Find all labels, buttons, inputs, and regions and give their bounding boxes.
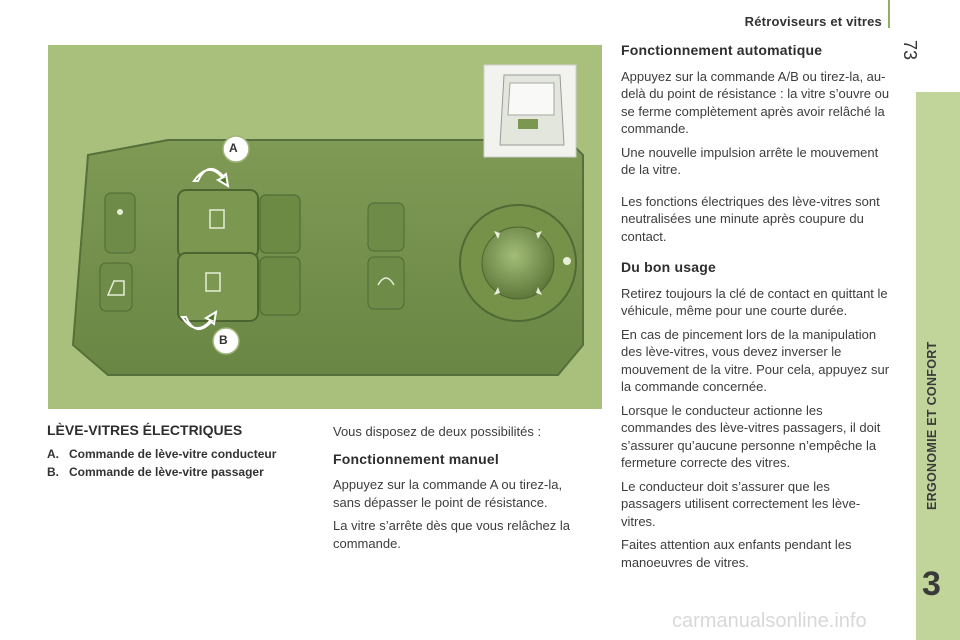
window-switch-b-side (260, 257, 300, 315)
caption-a-text: Commande de lève-vitre conducteur (69, 447, 277, 461)
auto-paragraph-2: Une nouvelle impulsion arrête le mouvement de la vitre. (621, 144, 879, 177)
manual-title: Fonctionnement manuel (333, 450, 499, 467)
caption-b-key: B. (47, 465, 59, 479)
page-number: 73 (900, 40, 920, 61)
door-lock-switch (105, 193, 135, 253)
header-divider (888, 0, 890, 28)
usage-paragraph-4: Le conducteur doit s’assurer que les passagers utilisent correctement les lève-vitres. (621, 478, 861, 529)
chapter-number: 3 (922, 565, 941, 603)
caption-a (47, 447, 276, 461)
usage-paragraph-2: En cas de pincement lors de la manipulation des lève-vitres, vous devez inverser le mouvement de la vitre. Pour cela, appuyez sur la commande concernée. (621, 326, 890, 394)
window-switch-panel-figure (48, 45, 602, 409)
manual-paragraph-2: La vitre s’arrête dès que vous relâchez la commande. (333, 518, 571, 551)
usage-paragraph-5: Faites attention aux enfants pendant les manoeuvres de vitres. (621, 537, 852, 570)
window-switch-a (178, 190, 258, 258)
caption-a-key: A. (47, 447, 59, 461)
mirror-adjust-knob (482, 227, 554, 299)
window-switch-b (178, 253, 258, 321)
mirror-selector-dot (563, 257, 571, 265)
auto-title: Fonctionnement automatique (621, 42, 823, 58)
window-switch-a-side (260, 195, 300, 253)
right-column (621, 42, 893, 577)
watermark-text: carmanualsonline.info (672, 610, 867, 632)
child-lock-switch (100, 263, 132, 311)
mirror-fold-switch (368, 257, 404, 309)
label-a-text: A (229, 141, 238, 155)
auto-paragraph-3: Les fonctions électriques des lève-vitres sont neutralisées une minute après coupure du contact. (621, 193, 880, 244)
label-b-text: B (219, 333, 228, 347)
caption-b-text: Commande de lève-vitre passager (69, 465, 264, 479)
chapter-tab-label: ERGONOMIE ET CONFORT (925, 341, 939, 510)
usage-paragraph-1: Retirez toujours la clé de contact en quittant le véhicule, même pour une courte durée. (621, 285, 888, 318)
running-header-title: Rétroviseurs et vitres (744, 14, 882, 29)
usage-title: Du bon usage (621, 259, 716, 275)
intro-text: Vous disposez de deux possibilités : (333, 424, 542, 439)
inset-window-outline (508, 83, 554, 115)
caption-b (47, 465, 264, 479)
switch-panel-illustration (48, 45, 602, 409)
section-title: LÈVE-VITRES ÉLECTRIQUES (47, 422, 243, 438)
usage-paragraph-3: Lorsque le conducteur actionne les commandes des lève-vitres passagers, il doit s’assurer qu’aucune personne n’empêche la fermeture correcte des vitres. (621, 402, 881, 470)
mirror-heat-switch (368, 203, 404, 251)
manual-paragraph-1: Appuyez sur la commande A ou tirez-la, sans dépasser le point de résistance. (333, 477, 563, 510)
lock-indicator-icon (117, 209, 123, 215)
inset-switch-highlight (518, 119, 538, 129)
auto-paragraph-1: Appuyez sur la commande A/B ou tirez-la, au-delà du point de résistance : la vitre s’ouvre ou se ferme complètement après avoir relâché la commande. (621, 68, 890, 136)
middle-column (333, 423, 588, 558)
